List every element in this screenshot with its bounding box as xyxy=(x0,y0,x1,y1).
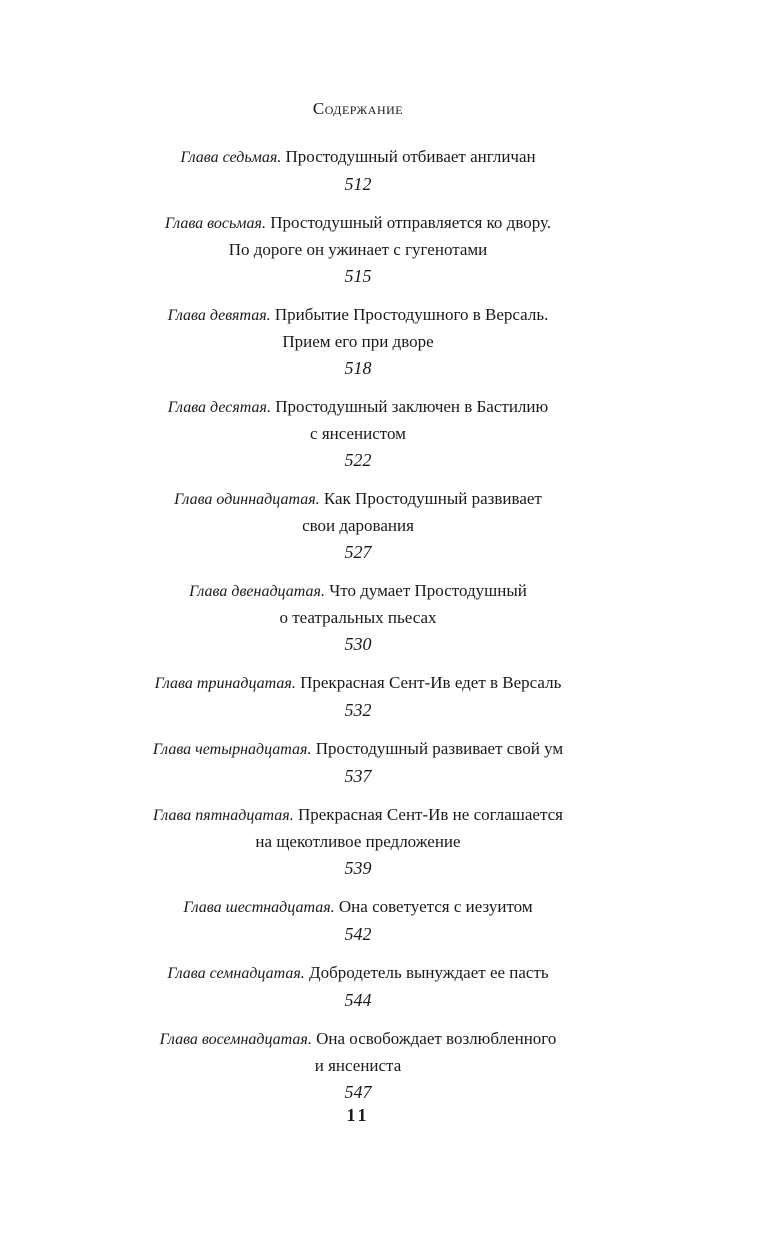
toc-entry-title-line xyxy=(0,960,716,987)
toc-title-text: По дороге он ужинает с гугенотами xyxy=(228,240,488,259)
toc-chapter-label: Глава восемнадцатая. xyxy=(159,1031,312,1048)
toc-entry-title xyxy=(0,736,716,763)
toc-entry-title-line xyxy=(0,802,716,829)
toc-entry-title-line xyxy=(0,736,716,763)
toc-title-text: свои дарования xyxy=(302,516,414,535)
toc-title-text: Что думает Простодушный xyxy=(329,581,527,600)
toc-page-number: 532 xyxy=(344,700,372,720)
toc-chapter-label: Глава восьмая. xyxy=(164,215,266,232)
toc-page-number: 542 xyxy=(344,924,372,944)
toc-entry-title-line xyxy=(0,394,716,421)
toc-title-text: Простодушный развивает свой ум xyxy=(315,739,564,758)
toc-entry-title-line xyxy=(0,1053,716,1079)
toc-entry xyxy=(0,894,716,947)
toc-title-text: на щекотливое предложение xyxy=(255,832,461,851)
toc-chapter-label: Глава четырнадцатая. xyxy=(152,741,312,758)
toc-entry-title xyxy=(0,210,716,263)
toc-title-text: Добродетель вынуждает ее пасть xyxy=(309,963,549,982)
toc-entry-title xyxy=(0,802,716,855)
toc-title-text: Прекрасная Сент-Ив едет в Версаль xyxy=(300,673,562,692)
toc-entry-title xyxy=(0,144,716,171)
toc-chapter-label: Глава девятая. xyxy=(167,307,271,324)
toc-entry-title xyxy=(0,894,716,921)
toc-entry-title xyxy=(0,394,716,447)
toc-title-text: Простодушный заключен в Бастилию xyxy=(275,397,549,416)
toc-chapter-label: Глава пятнадцатая. xyxy=(153,807,294,824)
toc-entry xyxy=(0,736,716,789)
toc-entry-title-line xyxy=(0,210,716,237)
toc-entry-title xyxy=(0,302,716,355)
toc-entry-title xyxy=(0,670,716,697)
toc-page-number: 512 xyxy=(344,174,372,194)
toc-page-number: 544 xyxy=(344,990,372,1010)
toc-title-text: Она советуется с иезуитом xyxy=(338,897,533,916)
page-number: 11 xyxy=(346,1105,370,1125)
toc-entry-title xyxy=(0,960,716,987)
toc-chapter-label: Глава тринадцатая. xyxy=(154,675,296,692)
toc-page-number: 527 xyxy=(344,542,372,562)
toc-entry-title-line xyxy=(0,144,716,171)
toc-title-text: с янсенистом xyxy=(310,424,406,443)
toc-page-number: 547 xyxy=(344,1082,372,1102)
toc-title-text: Прекрасная Сент-Ив не соглашается xyxy=(297,805,563,824)
toc-title-text: Простодушный отбивает англичан xyxy=(285,147,536,166)
toc-entry xyxy=(0,670,716,723)
toc-entry xyxy=(0,144,716,197)
toc-entry-title-line xyxy=(0,670,716,697)
toc-entry xyxy=(0,1026,716,1105)
toc-page-number: 539 xyxy=(344,858,372,878)
toc-entry-title-line xyxy=(0,578,716,605)
toc-title-text: о театральных пьесах xyxy=(279,608,437,627)
toc-chapter-label: Глава шестнадцатая. xyxy=(183,899,335,916)
toc-page-number: 515 xyxy=(344,266,372,286)
toc-entry-title-line xyxy=(0,829,716,855)
toc-entry-title-line xyxy=(0,486,716,513)
toc-chapter-label: Глава десятая. xyxy=(167,399,271,416)
toc-chapter-label: Глава седьмая. xyxy=(180,149,282,166)
toc-page-number: 518 xyxy=(344,358,372,378)
toc-entry xyxy=(0,578,716,657)
toc-chapter-label: Глава двенадцатая. xyxy=(189,583,325,600)
toc-entry-title-line xyxy=(0,605,716,631)
toc-entry-title xyxy=(0,578,716,631)
toc-entry xyxy=(0,486,716,565)
toc-page-number: 522 xyxy=(344,450,372,470)
toc-entry-title-line xyxy=(0,302,716,329)
toc-page-number: 530 xyxy=(344,634,372,654)
toc-title-text: Как Простодушный развивает xyxy=(323,489,542,508)
toc-entry xyxy=(0,210,716,289)
toc-title-text: и янсениста xyxy=(314,1056,402,1075)
toc-entry-title-line xyxy=(0,513,716,539)
toc-title-text: Она освобождает возлюбленного xyxy=(316,1029,557,1048)
table-of-contents xyxy=(0,144,716,1118)
toc-entry xyxy=(0,394,716,473)
toc-chapter-label: Глава одиннадцатая. xyxy=(174,491,320,508)
toc-entry-title xyxy=(0,1026,716,1079)
toc-page-number: 537 xyxy=(344,766,372,786)
page-header: Содержание xyxy=(312,99,404,118)
toc-chapter-label: Глава семнадцатая. xyxy=(167,965,305,982)
toc-title-text: Прибытие Простодушного в Версаль. xyxy=(274,305,549,324)
toc-entry xyxy=(0,802,716,881)
toc-entry-title-line xyxy=(0,894,716,921)
toc-entry-title-line xyxy=(0,329,716,355)
toc-title-text: Простодушный отправляется ко двору. xyxy=(270,213,552,232)
toc-entry-title xyxy=(0,486,716,539)
toc-entry-title-line xyxy=(0,237,716,263)
toc-entry xyxy=(0,960,716,1013)
toc-entry xyxy=(0,302,716,381)
toc-entry-title-line xyxy=(0,1026,716,1053)
toc-title-text: Прием его при дворе xyxy=(282,332,434,351)
toc-entry-title-line xyxy=(0,421,716,447)
